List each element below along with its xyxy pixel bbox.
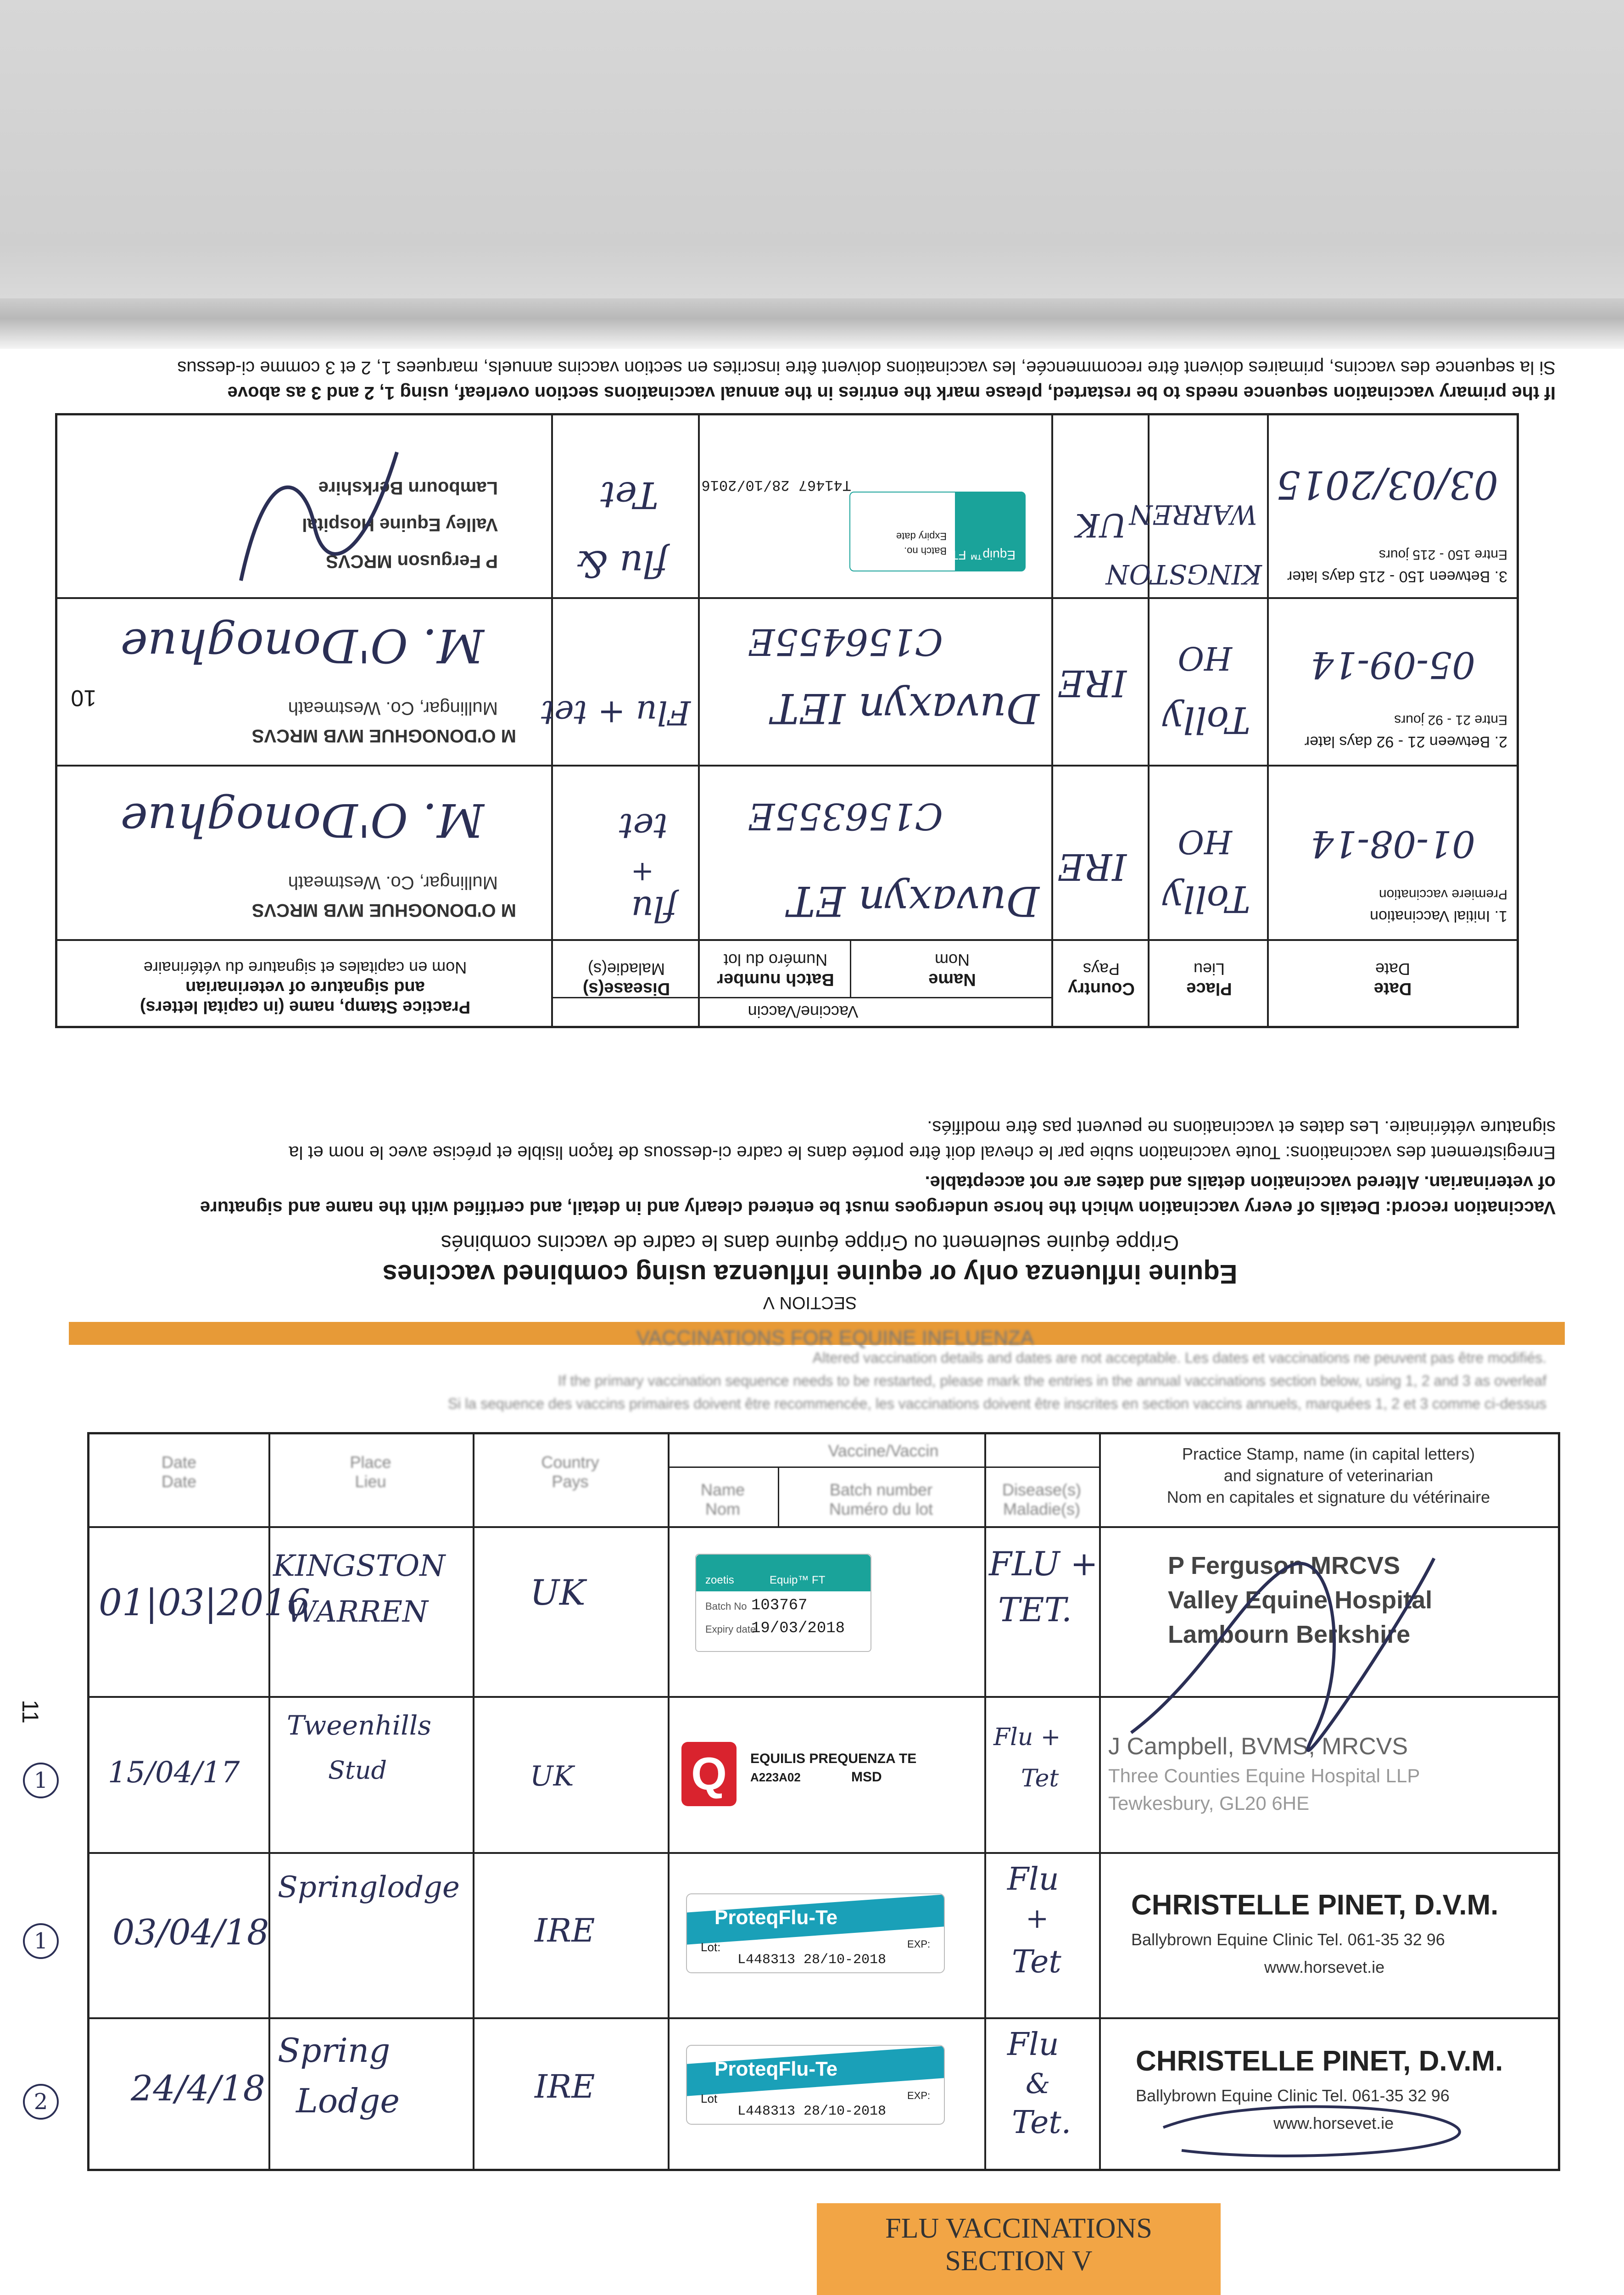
vaccine-name: Duvaxyn IET [771,684,1039,732]
vet-stamp-line-3: www.horsevet.ie [1273,2114,1394,2133]
vet-signature: M. O'Donoghue [120,619,484,672]
vaccination-date: 15/04/17 [108,1756,240,1790]
page-number: 11 [17,1700,43,1724]
vet-stamp-line-2: Mullingar, Co. Westmeath [288,698,498,718]
vet-stamp-line-3: www.horsevet.ie [1264,1958,1385,1976]
vaccine-sticker-equip [849,492,1026,571]
country: UK [1075,506,1127,544]
restart-note-fr: Si la sequence des vaccins, primaires doivent être recommencée, les vaccinations doivent être inscrites en section vaccins annuels, marquees 1, 2 et 3 comme ci-dessus [177,358,1556,378]
place-line-1: Springlodge [278,1870,460,1904]
instructions-en-1: Vaccination record: Details of every vaccination which the horse undergoes must be entered clearly and in detail, and certified with the name and signature [200,1198,1556,1218]
vet-signature-scribble [232,434,415,590]
vaccine-sticker-proteq [686,1893,945,1973]
sequence-marker: 1 [23,1923,59,1959]
vet-stamp-line-1: P Ferguson MRCVS [326,551,498,571]
vaccine-name: Duvaxyn ET [787,877,1039,925]
disease-line-1: Flu [1007,2026,1059,2063]
disease-line-1: FLU + [989,1545,1098,1583]
grid-line [1051,415,1053,1026]
vaccination-date: 03/04/18 [112,1912,269,1953]
header-disease: Disease(s) Maladie(s) [1002,1480,1082,1518]
sticker-batch-label: Batch no. [904,545,947,557]
country: IRE [535,2068,595,2105]
vet-stamp-line-1: M O'DONOGHUE MVB MRCVS [251,726,516,746]
disease-line-1: Flu [1007,1861,1059,1898]
row-label-fr: Entre 150 - 215 jours [1378,547,1507,562]
batch-number: L448313 28/10-2018 [737,1952,887,1968]
page-number: 10 [71,685,96,711]
vet-stamp-line-3: Lambourn Berkshire [318,478,498,498]
section-heading-fr: Grippe équine seulement ou Grippe équine dans le cadre de vaccins combinés [441,1231,1179,1255]
blurred-note: Altered vaccination details and dates are not acceptable. Les dates et vaccinations ne peuvent pas être modifiés. [812,1349,1546,1366]
vaccine-sticker-proteq [686,2045,945,2125]
vet-stamp-line-1: CHRISTELLE PINET, D.V.M. [1131,1889,1499,1921]
grid-line [668,1434,670,2169]
sticker-expiry-label: Expiry date [896,531,947,542]
section-label: SECTION V [763,1293,857,1312]
vaccination-date: 05-09-14 [1310,644,1475,686]
disease-line-2: + [1026,1903,1049,1935]
sticker-brand: ProteqFlu-Te [714,1906,838,1929]
row-label: 2. Between 21 - 92 days later [1304,733,1507,750]
row-label: 1. Initial Vaccination [1370,907,1507,925]
header-vaccine: Vaccine/Vaccin [828,1441,939,1460]
row-label-fr: Entre 21 - 92 jours [1394,712,1507,728]
header-date: Date Date [161,1453,197,1491]
scanner-background [0,0,1624,349]
disease-line-2: & [1026,2068,1050,2100]
grid-line [268,1434,270,2169]
vet-signature: M. O'Donoghue [120,793,484,847]
sticker-product: EQUILIS PREQUENZA TE [750,1751,917,1766]
sticker-product: Equip™ FT [770,1574,826,1586]
vaccination-date: 03/03/2015 [1276,462,1498,507]
grid-line [57,597,1517,599]
vaccination-date: 01-08-14 [1310,823,1475,865]
country: UK [530,1572,586,1613]
header-name: Name Nom [928,951,976,989]
grid-line [89,1526,1558,1528]
grid-line [984,1434,986,2169]
disease-line-2: + [631,856,654,888]
vaccination-table-primary [55,413,1519,1028]
vet-stamp-line-1: M O'DONOGHUE MVB MRCVS [251,900,516,920]
place-line-2: HO [1178,823,1232,861]
batch-number: A223A02 [750,1770,801,1784]
place-line-1: Tweenhills [287,1710,432,1741]
vet-stamp-line-1: J Campbell, BVMS, MRCVS [1108,1733,1408,1760]
vaccination-table-annual [87,1432,1560,2171]
sequence-marker: 1 [23,1763,59,1798]
disease-line-3: Tet [1012,1944,1061,1980]
upper-page-rotated [46,349,1574,1322]
vet-stamp-line-1: P Ferguson MRCVS [1168,1552,1401,1579]
vet-stamp-line-2: Three Counties Equine Hospital LLP [1108,1765,1420,1786]
vaccine-sticker-equip [695,1554,871,1652]
vet-signature-scribble [1122,1540,1443,1760]
blurred-page-heading: VACCINATIONS FOR EQUINE INFLUENZA [636,1327,1034,1349]
vet-stamp-line-1: CHRISTELLE PINET, D.V.M. [1136,2045,1503,2077]
country: IRE [1057,662,1127,705]
batch-number: L448313 28/10-2018 [737,2104,887,2119]
sticker-expiry-label: Expiry date [705,1623,756,1635]
blurred-note: If the primary vaccination sequence needs to be restarted, please mark the entries in the annual vaccinations section below, using 1, 2 and 3 as overleaf [558,1372,1546,1389]
disease-line-1: Flu + tet [541,694,691,732]
passport-top-edge [0,298,1624,349]
place-line-2: WARREN [1129,499,1257,530]
header-vaccine: Vaccine/Vaccin [748,1002,859,1021]
sticker-header [696,1555,871,1591]
country: IRE [1057,845,1127,888]
section-tab-line-1: FLU VACCINATIONS [885,2213,1152,2244]
header-place: Place Lieu [1186,960,1232,998]
row-label-fr: Premiere vaccination [1378,887,1507,902]
header-country: Country Pays [1068,960,1135,998]
disease-line-2: TET. [998,1590,1072,1629]
place-line-2: HO [1178,639,1232,677]
instructions-fr-1: Enregistrement des vaccinations: Toute vaccination subie par le cheval doit être portée dans le cadre ci-dessous de façon lisible et précise avec le nom et la [289,1142,1556,1163]
place-line-1: Tolly [1162,878,1250,920]
grid-line [89,1852,1558,1854]
batch-number: C156355E [748,795,943,838]
grid-line [57,765,1517,767]
header-country: Country Pays [541,1453,599,1491]
sticker-batch-label: Batch No [705,1601,747,1612]
instructions-fr-2: signature vétérinaire. Les dates et vaccinations ne peuvent pas être modifiés. [927,1117,1556,1137]
instructions-en-2: of veterinarian. Altered vaccination details and dates are not acceptable. [925,1172,1556,1192]
sticker-lot-label: Lot [701,2092,718,2105]
country: IRE [535,1912,595,1949]
header-stamp: Practice Stamp, name (in capital letters) and signature of veterinarian Nom en capitales et signature du vétérinaire [140,958,471,1017]
place-line-1: KINGSTON [1105,559,1262,590]
sticker-manufacturer: MSD [851,1769,882,1785]
place-line-1: KINGSTON [273,1549,446,1583]
restart-note-en: If the primary vaccination sequence needs to be restarted, please mark the entries in the annual vaccinations section overleaf, using 1, 2 and 3 as above [227,383,1556,403]
grid-line [473,1434,474,2169]
disease-line-3: tet [619,806,668,847]
vaccination-date: 01|03|2016 [99,1581,311,1624]
disease-line-1: flu & [575,543,668,585]
sticker-lot-label: Lot: [701,1940,721,1954]
grid-line [698,415,700,1026]
header-place: Place Lieu [350,1453,391,1491]
header-batch: Batch number Numéro du lot [717,951,834,989]
expiry-date: 19/03/2018 [751,1620,845,1637]
vaccination-date: 24/4/18 [131,2068,265,2109]
vet-stamp-line-3: Lambourn Berkshire [1168,1621,1411,1648]
place-line-1: Tolly [1162,699,1250,741]
grid-line [57,939,1517,941]
grid-line [1099,1434,1101,2169]
batch-number: T41467 28/10/2016 [701,476,851,493]
vet-stamp-line-3: Tewkesbury, GL20 6HE [1108,1792,1310,1814]
sticker-brand: Equip™ FT [950,548,1016,562]
vet-stamp-line-2: Valley Equine Hospital [302,515,498,535]
vet-stamp-line-2: Ballybrown Equine Clinic Tel. 061-35 32 96 [1136,2086,1450,2105]
batch-number: C156455E [748,621,943,663]
sticker-exp-label: EXP: [907,1938,931,1950]
place-line-2: Lodge [296,2082,400,2120]
sequence-marker: 2 [23,2084,59,2120]
header-date: Date Date [1373,960,1412,998]
place-line-2: Stud [328,1756,387,1785]
header-disease: Disease(s) Maladie(s) [582,960,670,998]
row-label: 3. Between 150 - 215 days later [1287,568,1507,585]
place-line-1: Spring [278,2031,391,2070]
disease-line-2: Tet [1021,1765,1059,1792]
country: UK [530,1760,574,1792]
sticker-exp-label: EXP: [907,2090,931,2101]
header-name: Name Nom [700,1480,745,1518]
vet-stamp-line-2: Valley Equine Hospital [1168,1586,1433,1614]
vaccine-sticker-equilis [677,1733,934,1811]
disease-line-2: Tet [600,474,659,516]
blurred-note: Si la sequence des vaccins primaires doivent être recommencée, les vaccinations doivent être inscrites en section vaccins annuels, marquées 1, 2 et 3 comme ci-dessus [447,1395,1546,1412]
disease-line-1: Flu + [993,1724,1061,1751]
equilis-logo-icon: Q [681,1742,737,1806]
grid-line [668,1467,1099,1468]
disease-line-1: flu [631,889,677,929]
grid-line [1267,415,1269,1026]
grid-line [89,2017,1558,2019]
header-stamp: Practice Stamp, name (in capital letters) and signature of veterinarian Nom en capitales et signature du vétérinaire [1166,1444,1490,1506]
section-heading: Equine influenza only or equine influenza using combined vaccines [382,1259,1238,1289]
vet-stamp-line-2: Ballybrown Equine Clinic Tel. 061-35 32 96 [1131,1930,1445,1949]
batch-number: 103767 [751,1597,808,1614]
disease-line-3: Tet. [1012,2105,1072,2141]
section-tab [817,2203,1221,2295]
sticker-brand: zoetis [705,1574,734,1586]
section-tab-line-2: SECTION V [945,2245,1093,2277]
vet-signature-scribble [1154,2100,1475,2164]
vet-stamp-line-2: Mullingar, Co. Westmeath [288,873,498,893]
sticker-brand: ProteqFlu-Te [714,2058,838,2080]
place-line-2: WARREN [287,1595,428,1629]
header-batch: Batch number Numéro du lot [829,1480,933,1518]
